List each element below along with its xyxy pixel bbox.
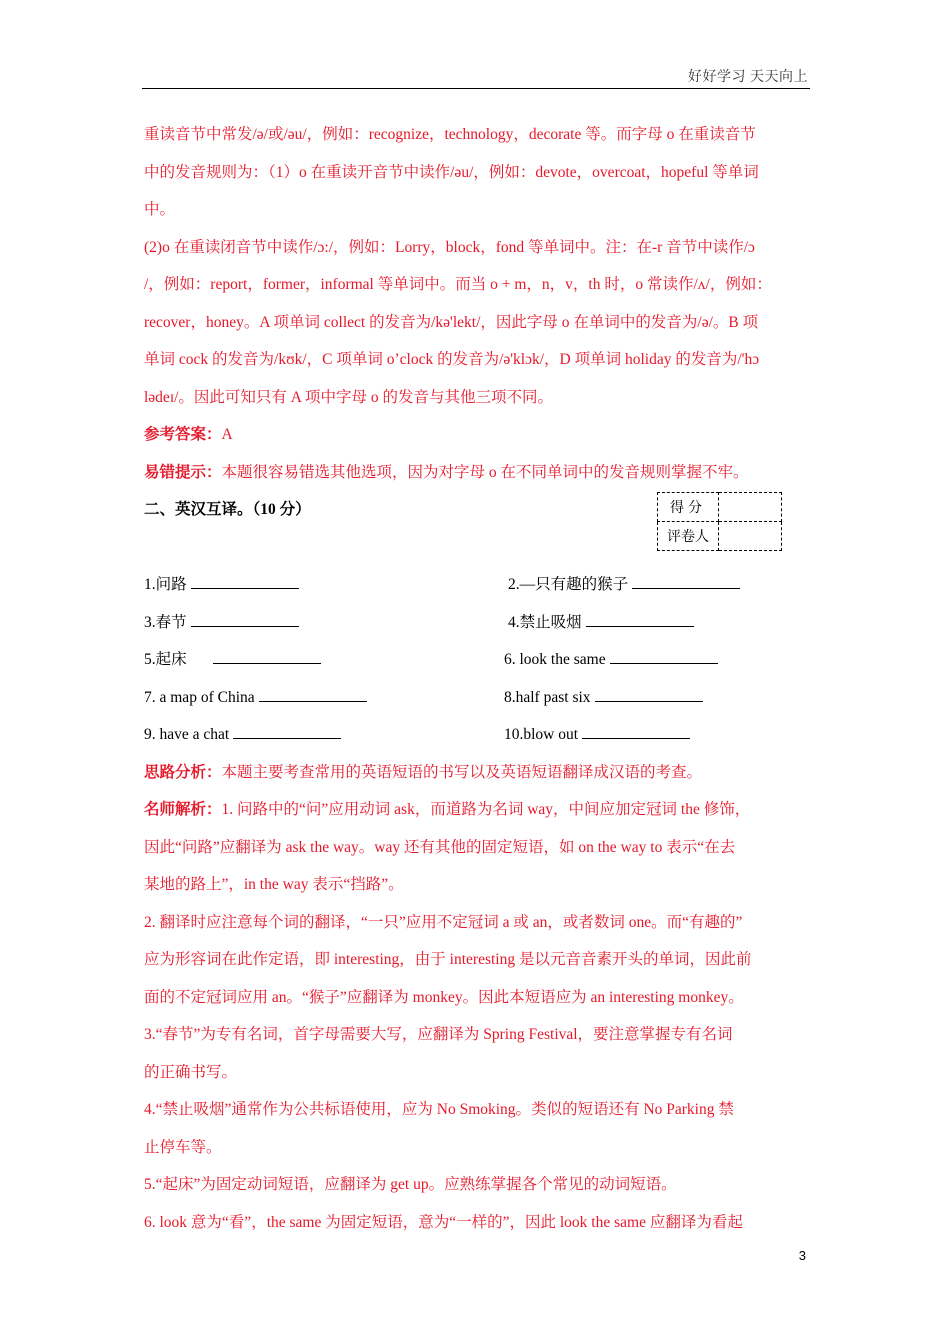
text-line: 2. 翻译时应注意每个词的翻译，“一只”应用不定冠词 a 或 an，或者数词 one。而“有趣的” — [144, 913, 743, 931]
explanation-sep: ： — [206, 801, 222, 818]
exercise-prompt: 8.half past six — [504, 688, 591, 706]
exercise-item — [504, 641, 804, 679]
text-line: 面的不定冠词应用 an。“猴子”应翻译为 monkey。因此本短语应为 an interesting monkey。 — [144, 988, 744, 1006]
text-line: 应为形容词在此作定语，即 interesting，由于 interesting 是以元音音素开头的单词，因此前 — [144, 951, 752, 968]
answer-blank[interactable] — [191, 572, 299, 589]
score-table — [657, 492, 782, 551]
text-line: 止停车等。 — [144, 1138, 222, 1156]
text-line: 4.“禁止吸烟”通常作为公共标语使用，应为 No Smoking。类似的短语还有 No Parking 禁 — [144, 1101, 734, 1118]
explanation-label: 名师解析 — [144, 801, 207, 818]
answer-blank[interactable] — [191, 610, 299, 627]
exercise-prompt: 4.禁止吸烟 — [508, 613, 582, 631]
exercise-list — [144, 566, 808, 754]
exercise-item — [144, 566, 508, 604]
exercise-prompt: 5.起床 — [144, 651, 187, 668]
score-label: 得分 — [658, 493, 719, 522]
answer-blank[interactable] — [582, 722, 690, 739]
error-tip — [144, 454, 808, 492]
exercise-prompt: 1.问路 — [144, 576, 187, 593]
answer-sep: ： — [206, 426, 222, 443]
teacher-explanation — [144, 791, 808, 1241]
tip-sep: ： — [206, 463, 222, 481]
tip-label: 易错提示 — [144, 463, 207, 481]
exercise-prompt: 10.blow out — [504, 726, 579, 743]
grader-cell[interactable] — [719, 522, 782, 551]
text-line: 中的发音规则为：（1）o 在重读开音节中读作/əu/，例如：devote，overcoat，hopeful 等单词 — [144, 163, 759, 181]
text-line — [144, 791, 808, 829]
text-line: 某地的路上”，in the way 表示“挡路”。 — [144, 876, 404, 893]
analysis-sep: ： — [206, 763, 222, 781]
header-rule — [142, 88, 810, 89]
answer-blank[interactable] — [586, 610, 694, 627]
explanation-first: 1. 问路中的“问”应用动词 ask，而道路为名词 way，中间应加定冠词 the 修饰， — [221, 801, 751, 818]
answer-blank[interactable] — [233, 722, 341, 739]
exercise-prompt: 6. look the same — [504, 651, 606, 668]
exercise-item — [144, 641, 508, 679]
score-cell[interactable] — [719, 493, 782, 522]
exercise-prompt: 9. have a chat — [144, 726, 230, 743]
exercise-prompt: 7. a map of China — [144, 688, 255, 706]
grader-label: 评卷人 — [658, 522, 719, 551]
text-line: lədeɪ/。因此可知只有 A 项中字母 o 的发音与其他三项不同。 — [144, 388, 554, 406]
reference-answer — [144, 416, 808, 454]
answer-label: 参考答案 — [144, 426, 207, 443]
page-content — [144, 116, 808, 1241]
section-2-title: 二、英汉互译。（10 分） — [144, 501, 311, 518]
text-line: 因此“问路”应翻译为 ask the way。way 还有其他的固定短语，如 on the way to 表示“在去 — [144, 838, 736, 856]
exercise-row — [144, 716, 808, 754]
analysis-text: 本题主要考查常用的英语短语的书写以及英语短语翻译成汉语的考查。 — [221, 763, 703, 781]
exercise-item — [508, 604, 808, 642]
exercise-item — [504, 679, 804, 717]
exercise-item — [144, 716, 508, 754]
page-number: 3 — [798, 1248, 806, 1263]
tip-text: 本题很容易错选其他选项，因为对字母 o 在不同单词中的发音规则掌握不牢。 — [221, 463, 749, 481]
text-line: 3.“春节”为专有名词，首字母需要大写，应翻译为 Spring Festival，要注意掌握专有名词 — [144, 1026, 733, 1043]
answer-blank[interactable] — [259, 685, 367, 702]
text-line: (2)o 在重读闭音节中读作/ɔ:/，例如：Lorry，block，fond 等单词中。注：在-r 音节中读作/ɔ — [144, 238, 755, 256]
phonetics-paragraph-2 — [144, 229, 808, 417]
analysis-label: 思路分析 — [144, 763, 207, 781]
exercise-row — [144, 604, 808, 642]
answer-value: A — [221, 426, 233, 443]
exercise-row — [144, 641, 808, 679]
exercise-item — [144, 604, 508, 642]
exercise-row — [144, 566, 808, 604]
answer-blank[interactable] — [610, 647, 718, 664]
page-header: 好好学习 天天向上 — [688, 70, 808, 85]
text-line: 中。 — [144, 201, 176, 218]
phonetics-paragraph-1 — [144, 116, 808, 229]
text-line: recover，honey。A 项单词 collect 的发音为/kə'lekt/，因此字母 o 在单词中的发音为/ə/。B 项 — [144, 313, 759, 331]
exercise-item — [508, 566, 808, 604]
exercise-item — [144, 679, 508, 717]
text-line: 5.“起床”为固定动词短语，应翻译为 get up。应熟练掌握各个常见的动词短语。 — [144, 1176, 677, 1193]
text-line: 单词 cock 的发音为/kʊk/，C 项单词 o’clock 的发音为/ə'klɔk/，D 项单词 holiday 的发音为/'hɔ — [144, 351, 760, 368]
text-line: 的正确书写。 — [144, 1063, 238, 1081]
exercise-item — [504, 716, 804, 754]
answer-blank[interactable] — [632, 572, 740, 589]
text-line: 重读音节中常发/ə/或/əu/，例如：recognize，technology，decorate 等。而字母 o 在重读音节 — [144, 126, 756, 143]
exercise-prompt: 3.春节 — [144, 613, 187, 631]
thinking-analysis — [144, 754, 808, 792]
answer-blank[interactable] — [213, 647, 321, 664]
text-line: /，例如：report，former，informal 等单词中。而当 o + m，n，v，th 时，o 常读作/ʌ/，例如： — [144, 276, 772, 293]
answer-blank[interactable] — [595, 685, 703, 702]
exercise-row — [144, 679, 808, 717]
text-line: 6. look 意为“看”，the same 为固定短语，意为“一样的”，因此 look the same 应翻译为看起 — [144, 1213, 743, 1231]
exercise-prompt: 2.—只有趣的猴子 — [508, 576, 629, 593]
